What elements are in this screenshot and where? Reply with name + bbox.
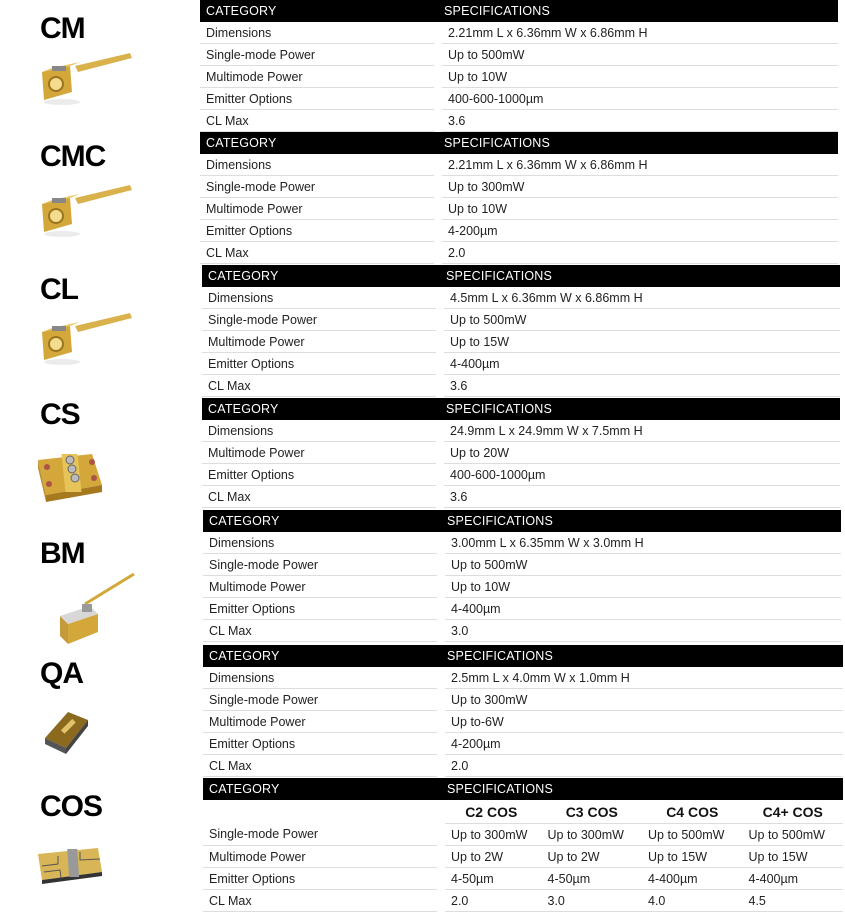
category-header: CATEGORY bbox=[200, 0, 438, 22]
spec-label: Emitter Options bbox=[202, 464, 440, 486]
variant-header-row bbox=[203, 800, 843, 824]
product-name: COS bbox=[40, 790, 103, 823]
variant-header: C2 COS bbox=[441, 800, 542, 824]
category-header: CATEGORY bbox=[203, 778, 441, 800]
spec-value: 2.21mm L x 6.36mm W x 6.86mm H bbox=[438, 22, 838, 44]
spec-value: 3.0 bbox=[441, 620, 841, 642]
spec-value: Up to 500mW bbox=[642, 824, 743, 846]
spec-value: Up to 300mW bbox=[441, 689, 843, 711]
table-row bbox=[202, 309, 840, 331]
table-row bbox=[200, 154, 838, 176]
table-row bbox=[200, 66, 838, 88]
spec-label: Multimode Power bbox=[202, 442, 440, 464]
table-row bbox=[203, 576, 841, 598]
spec-label: Emitter Options bbox=[203, 868, 441, 890]
spec-label: Emitter Options bbox=[200, 88, 438, 110]
spec-value: 4-50µm bbox=[441, 868, 542, 890]
spec-value: Up to 300mW bbox=[542, 824, 643, 846]
spec-value: 3.0 bbox=[542, 890, 643, 912]
spec-label: Emitter Options bbox=[203, 733, 441, 755]
table-row bbox=[203, 890, 843, 912]
product-name: CS bbox=[40, 398, 80, 431]
cm-package-image bbox=[30, 40, 140, 120]
spec-value: Up to 2W bbox=[441, 846, 542, 868]
table-row bbox=[203, 532, 841, 554]
spec-table bbox=[203, 778, 843, 912]
table-header-row bbox=[200, 0, 838, 22]
table-row bbox=[203, 711, 843, 733]
spec-value: 3.6 bbox=[440, 486, 840, 508]
specifications-header: SPECIFICATIONS bbox=[441, 645, 843, 667]
spec-value: 2.0 bbox=[441, 890, 542, 912]
category-header: CATEGORY bbox=[200, 132, 438, 154]
specifications-header: SPECIFICATIONS bbox=[438, 0, 838, 22]
category-header: CATEGORY bbox=[203, 510, 441, 532]
spec-value: 3.00mm L x 6.35mm W x 3.0mm H bbox=[441, 532, 841, 554]
variant-header: C3 COS bbox=[542, 800, 643, 824]
table-row bbox=[202, 353, 840, 375]
table-row bbox=[203, 667, 843, 689]
spec-value: 4.0 bbox=[642, 890, 743, 912]
table-header-row bbox=[202, 265, 840, 287]
category-header: CATEGORY bbox=[202, 265, 440, 287]
table-row bbox=[202, 464, 840, 486]
spec-label: CL Max bbox=[202, 375, 440, 397]
table-row bbox=[200, 220, 838, 242]
table-row bbox=[202, 287, 840, 309]
spec-value: 4-200µm bbox=[438, 220, 838, 242]
table-row bbox=[200, 22, 838, 44]
spec-value: Up to 500mW bbox=[743, 824, 844, 846]
specifications-header: SPECIFICATIONS bbox=[440, 265, 840, 287]
spec-value: 4.5 bbox=[743, 890, 844, 912]
spec-value: 4-400µm bbox=[441, 598, 841, 620]
table-row bbox=[200, 176, 838, 198]
table-row bbox=[202, 486, 840, 508]
spec-value: 3.6 bbox=[438, 110, 838, 132]
table-row bbox=[203, 620, 841, 642]
spec-value: 2.5mm L x 4.0mm W x 1.0mm H bbox=[441, 667, 843, 689]
table-row bbox=[203, 868, 843, 890]
spec-value: Up to 300mW bbox=[441, 824, 542, 846]
spec-label: Emitter Options bbox=[202, 353, 440, 375]
spec-label: CL Max bbox=[200, 242, 438, 264]
spec-label: Emitter Options bbox=[200, 220, 438, 242]
spec-label: Single-mode Power bbox=[203, 824, 441, 846]
spec-label: Single-mode Power bbox=[200, 176, 438, 198]
spec-value: 24.9mm L x 24.9mm W x 7.5mm H bbox=[440, 420, 840, 442]
product-name: QA bbox=[40, 657, 83, 690]
spec-value: Up to 500mW bbox=[438, 44, 838, 66]
table-row bbox=[203, 598, 841, 620]
table-row bbox=[203, 755, 843, 777]
product-name: CM bbox=[40, 12, 85, 45]
table-row bbox=[200, 110, 838, 132]
qa-package-image bbox=[30, 700, 110, 765]
category-header: CATEGORY bbox=[202, 398, 440, 420]
spec-value: 400-600-1000µm bbox=[440, 464, 840, 486]
table-row bbox=[200, 198, 838, 220]
spec-value: Up to-6W bbox=[441, 711, 843, 733]
table-row bbox=[202, 442, 840, 464]
table-row bbox=[203, 733, 843, 755]
spec-value: Up to 500mW bbox=[441, 554, 841, 576]
table-row bbox=[203, 554, 841, 576]
table-header-row bbox=[203, 778, 843, 800]
table-row bbox=[203, 846, 843, 868]
spec-table bbox=[203, 510, 841, 642]
variant-header: C4+ COS bbox=[743, 800, 844, 824]
spec-label: Dimensions bbox=[203, 532, 441, 554]
spec-table bbox=[202, 398, 840, 508]
spec-label: Multimode Power bbox=[203, 576, 441, 598]
table-header-row bbox=[202, 398, 840, 420]
table-header-row bbox=[203, 510, 841, 532]
spec-value: 4.5mm L x 6.36mm W x 6.86mm H bbox=[440, 287, 840, 309]
spec-label: Dimensions bbox=[202, 287, 440, 309]
specifications-header: SPECIFICATIONS bbox=[441, 510, 841, 532]
spec-label: Single-mode Power bbox=[202, 309, 440, 331]
category-header: CATEGORY bbox=[203, 645, 441, 667]
spec-label: CL Max bbox=[203, 755, 441, 777]
spec-value: 4-200µm bbox=[441, 733, 843, 755]
spec-table bbox=[202, 265, 840, 397]
product-name: CMC bbox=[40, 140, 106, 173]
spec-label: Dimensions bbox=[203, 667, 441, 689]
product-name: CL bbox=[40, 273, 78, 306]
spec-value: 4-50µm bbox=[542, 868, 643, 890]
spec-value: Up to 15W bbox=[440, 331, 840, 353]
table-header-row bbox=[200, 132, 838, 154]
spec-table bbox=[200, 132, 838, 264]
spec-label: Multimode Power bbox=[200, 198, 438, 220]
spec-label: Multimode Power bbox=[203, 846, 441, 868]
blank-cell bbox=[203, 800, 441, 824]
spec-value: Up to 300mW bbox=[438, 176, 838, 198]
spec-value: 2.0 bbox=[441, 755, 843, 777]
spec-label: Dimensions bbox=[202, 420, 440, 442]
spec-label: Dimensions bbox=[200, 154, 438, 176]
product-name: BM bbox=[40, 537, 85, 570]
spec-value: 400-600-1000µm bbox=[438, 88, 838, 110]
spec-value: Up to 10W bbox=[438, 198, 838, 220]
spec-label: Dimensions bbox=[200, 22, 438, 44]
spec-table bbox=[203, 645, 843, 777]
table-row bbox=[203, 824, 843, 846]
spec-value: 3.6 bbox=[440, 375, 840, 397]
spec-label: Multimode Power bbox=[202, 331, 440, 353]
table-row bbox=[200, 88, 838, 110]
spec-label: Multimode Power bbox=[200, 66, 438, 88]
variant-header: C4 COS bbox=[642, 800, 743, 824]
table-row bbox=[200, 44, 838, 66]
spec-label: Emitter Options bbox=[203, 598, 441, 620]
spec-value: Up to 20W bbox=[440, 442, 840, 464]
specifications-header: SPECIFICATIONS bbox=[440, 398, 840, 420]
spec-value: 4-400µm bbox=[743, 868, 844, 890]
spec-value: 4-400µm bbox=[440, 353, 840, 375]
table-row bbox=[202, 375, 840, 397]
cl-package-image bbox=[30, 300, 140, 380]
spec-label: CL Max bbox=[203, 620, 441, 642]
table-row bbox=[202, 331, 840, 353]
cos-package-image bbox=[30, 832, 110, 897]
spec-value: Up to 10W bbox=[438, 66, 838, 88]
table-header-row bbox=[203, 645, 843, 667]
specifications-header: SPECIFICATIONS bbox=[441, 778, 843, 800]
spec-label: CL Max bbox=[203, 890, 441, 912]
cmc-package-image bbox=[30, 172, 140, 252]
cs-package-image bbox=[30, 440, 120, 520]
spec-value: Up to 15W bbox=[642, 846, 743, 868]
bm-package-image bbox=[30, 566, 140, 656]
spec-value: 4-400µm bbox=[642, 868, 743, 890]
spec-label: Single-mode Power bbox=[203, 554, 441, 576]
spec-value: Up to 10W bbox=[441, 576, 841, 598]
spec-label: Multimode Power bbox=[203, 711, 441, 733]
spec-table bbox=[200, 0, 838, 132]
table-row bbox=[203, 689, 843, 711]
spec-value: Up to 2W bbox=[542, 846, 643, 868]
spec-value: Up to 500mW bbox=[440, 309, 840, 331]
spec-value: Up to 15W bbox=[743, 846, 844, 868]
spec-label: Single-mode Power bbox=[203, 689, 441, 711]
table-row bbox=[200, 242, 838, 264]
spec-value: 2.0 bbox=[438, 242, 838, 264]
spec-label: CL Max bbox=[200, 110, 438, 132]
spec-label: CL Max bbox=[202, 486, 440, 508]
spec-value: 2.21mm L x 6.36mm W x 6.86mm H bbox=[438, 154, 838, 176]
spec-label: Single-mode Power bbox=[200, 44, 438, 66]
table-row bbox=[202, 420, 840, 442]
specifications-header: SPECIFICATIONS bbox=[438, 132, 838, 154]
